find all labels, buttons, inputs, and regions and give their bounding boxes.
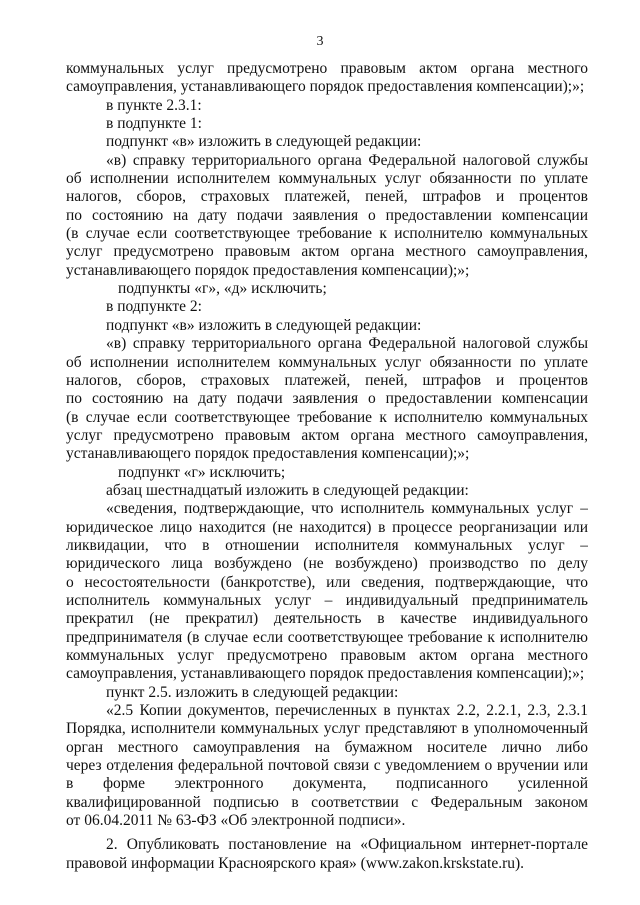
text-line: услуг предусмотрено правовым актом органа местного самоуправления, (66, 243, 588, 261)
text-line: (в случае если соответствующее требование к исполнителю коммунальных (66, 408, 588, 426)
text-line: «в) справку территориального органа Федеральной налоговой службы (106, 335, 588, 353)
text-line: абзац шестнадцатый изложить в следующей редакции: (106, 481, 469, 499)
text-line: (в случае если соответствующее требование к исполнителю коммунальных (66, 225, 588, 243)
text-line: услуг предусмотрено правовым актом органа местного самоуправления, (66, 426, 588, 444)
text-line: об исполнении исполнителем коммунальных услуг обязанности по уплате (66, 170, 588, 188)
text-line: прекратил (не прекратил) деятельность в качестве индивидуального (66, 610, 588, 628)
text-line: 2. Опубликовать постановление на «Официальном интернет-портале (106, 836, 588, 854)
text-line: подпункт «г» исключить; (118, 463, 286, 481)
text-line: исполнитель коммунальных услуг – индивидуальный предприниматель (66, 591, 588, 609)
text-line: налогов, сборов, страховых платежей, пеней, штрафов и процентов (66, 188, 588, 206)
text-line: коммунальных услуг предусмотрено правовым актом органа местного (66, 60, 588, 77)
text-line: пункт 2.5. изложить в следующей редакции: (106, 683, 399, 701)
text-line: Порядка, исполнители коммунальных услуг представляют в уполномоченный (66, 720, 588, 738)
text-line: в подпункте 1: (106, 115, 202, 133)
text-line: юридического лица возбуждено (не возбуждено) производство по делу (66, 555, 588, 573)
text-line: самоуправления, устанавливающего порядок предоставления компенсации);»; (66, 665, 585, 683)
text-line: о несостоятельности (банкротстве), или сведения, подтверждающие, что (66, 573, 588, 591)
text-line: подпункт «в» изложить в следующей редакции: (106, 133, 422, 151)
text-line: «2.5 Копии документов, перечисленных в пунктах 2.2, 2.2.1, 2.3, 2.3.1 (106, 702, 588, 720)
text-line: по состоянию на дату подачи заявления о предоставлении компенсации (66, 390, 588, 408)
text-line: квалифицированной подписью в соответствии с Федеральным законом (66, 793, 588, 811)
text-line: устанавливающего порядок предоставления компенсации);»; (66, 445, 470, 463)
page-number: 3 (316, 34, 324, 49)
text-line: об исполнении исполнителем коммунальных услуг обязанности по уплате (66, 353, 588, 371)
text-line: подпункты «г», «д» исключить; (118, 280, 327, 298)
document-body (66, 60, 588, 873)
text-line: «в) справку территориального органа Федеральной налоговой службы (106, 151, 588, 169)
text-line: через отделения федеральной почтовой связи с уведомлением о вручении или (66, 757, 588, 775)
text-line: в пункте 2.3.1: (106, 96, 202, 114)
text-line: устанавливающего порядок предоставления компенсации);»; (66, 261, 470, 279)
text-line: юридическое лицо находится (не находится) в процессе реорганизации или (66, 518, 588, 536)
text-line: в подпункте 2: (106, 298, 202, 316)
text-line: ликвидации, что в отношении исполнителя коммунальных услуг – (66, 536, 588, 554)
text-line: коммунальных услуг предусмотрено правовым актом органа местного (66, 647, 588, 664)
text-line: по состоянию на дату подачи заявления о предоставлении компенсации (66, 206, 588, 224)
text-line: налогов, сборов, страховых платежей, пеней, штрафов и процентов (66, 371, 588, 389)
text-line: в форме электронного документа, подписанного усиленной (66, 775, 588, 793)
text-line: предпринимателя (в случае если соответствующее требование к исполнителю (66, 628, 588, 646)
text-line: правовой информации Красноярского края» (www.zakon.krskstate.ru). (66, 854, 525, 872)
text-line: самоуправления, устанавливающего порядок предоставления компенсации);»; (66, 78, 585, 96)
text-line: от 06.04.2011 № 63-ФЗ «Об электронной подписи». (66, 812, 406, 830)
text-line: орган местного самоуправления на бумажном носителе лично либо (66, 738, 588, 756)
text-line: подпункт «в» изложить в следующей редакции: (106, 316, 422, 334)
text-line: «сведения, подтверждающие, что исполнитель коммунальных услуг – (106, 500, 588, 518)
